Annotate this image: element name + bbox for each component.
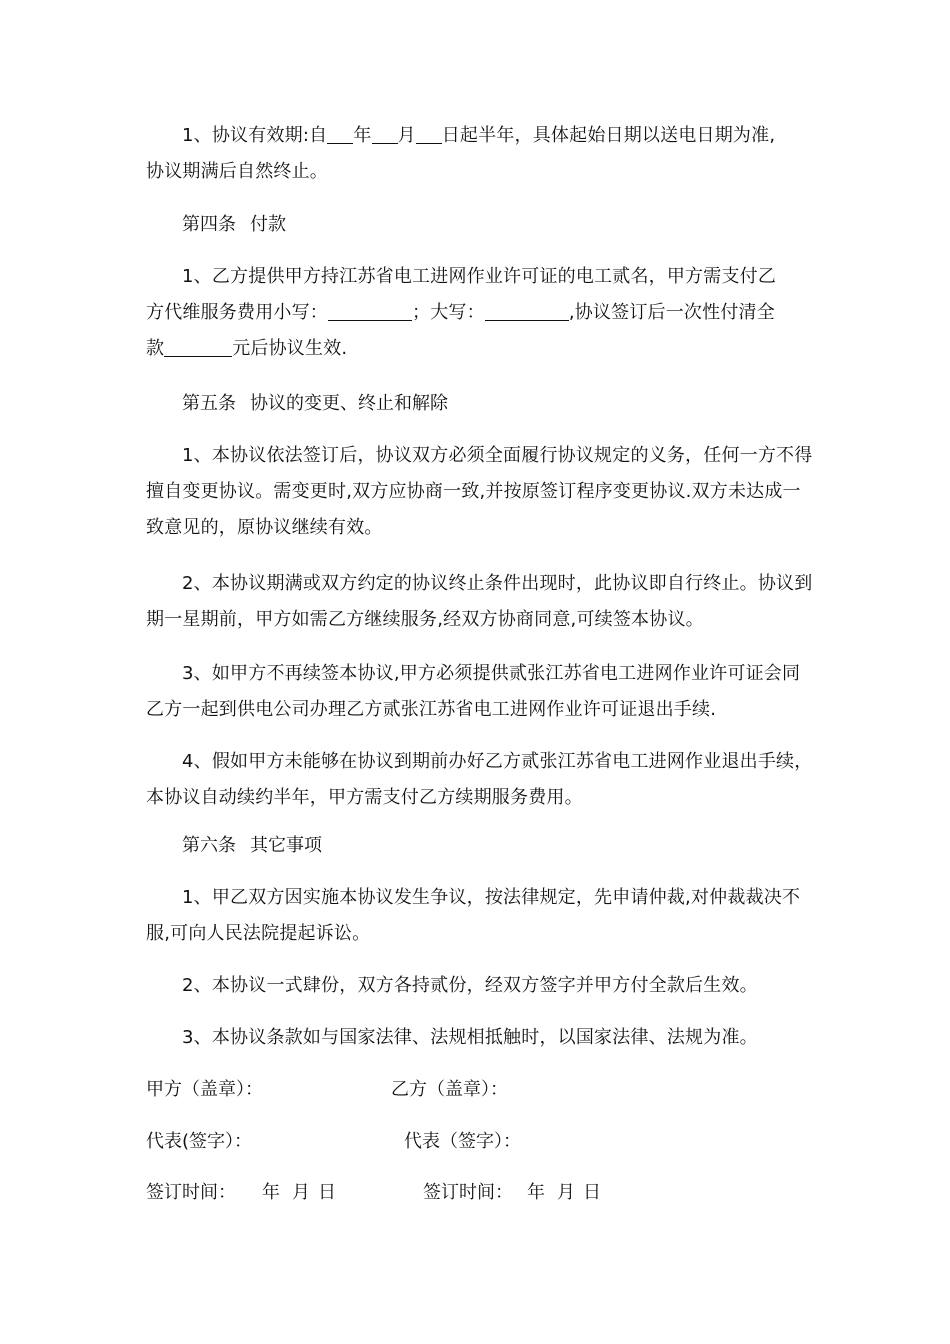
section6-number: 第六条 <box>182 835 236 856</box>
section4-number: 第四条 <box>182 214 236 235</box>
party-a-seal-label: 甲方（盖章）： <box>146 1079 263 1100</box>
party-a-date-row <box>146 1175 336 1211</box>
validity-text-start: 1、协议有效期:自 <box>182 125 328 146</box>
section5-clause1: 1、本协议依法签订后，协议双方必须全面履行协议规定的义务，任何一方不得擅自变更协议。需变更时,双方应协商一致,并按原签订程序变更协议.双方未达成一致意见的，原协议继续有效。 <box>146 445 813 538</box>
party-b-month: 月 <box>557 1182 575 1203</box>
payment-after: ,协议签订后一次性付清全 <box>568 302 775 323</box>
section5-clause4: 4、假如甲方未能够在协议到期前办好乙方贰张江苏省电工进网作业退出手续，本协议自动续约半年，甲方需支付乙方续期服务费用。 <box>146 751 813 808</box>
section6-clause2: 2、本协议一式肆份，双方各持贰份，经双方签字并甲方付全款后生效。 <box>182 975 758 996</box>
party-b-date-row <box>423 1175 601 1211</box>
party-a-rep-label: 代表(签字）： <box>146 1131 253 1152</box>
party-b-date-label: 签订时间： <box>423 1182 513 1203</box>
payment-lower-label: 方代维服务费用小写： <box>146 302 328 323</box>
payment-clause <box>146 259 814 367</box>
section6-clause1: 1、甲乙双方因实施本协议发生争议，按法律规定，先申请仲裁,对仲裁裁决不服,可向人民法院提起诉讼。 <box>146 887 801 944</box>
party-b-day: 日 <box>583 1182 601 1203</box>
party-a-year: 年 <box>262 1182 280 1203</box>
section5-number: 第五条 <box>182 393 236 414</box>
section6-clause3: 3、本协议条款如与国家法律、法规相抵触时，以国家法律、法规为准。 <box>182 1027 758 1048</box>
amount-upper-blank <box>485 302 569 321</box>
amount-full-blank <box>164 338 232 357</box>
section5-clause2: 2、本协议期满或双方约定的协议终止条件出现时，此协议即自行终止。协议到期一星期前，甲方如需乙方继续服务,经双方协商同意,可续签本协议。 <box>146 573 813 630</box>
validity-text-end: 日起半年，具体起始日期以送电日期为准, <box>441 125 776 146</box>
party-a-date-label: 签订时间： <box>146 1182 236 1203</box>
amount-lower-blank <box>328 302 412 321</box>
party-a-day: 日 <box>318 1182 336 1203</box>
payment-upper-label: ；大写： <box>412 302 485 323</box>
section4-title: 付款 <box>250 214 286 235</box>
validity-text-line2: 协议期满后自然终止。 <box>146 161 328 182</box>
party-b-rep-label: 代表（签字）： <box>404 1131 521 1152</box>
validity-month: 月 <box>397 125 416 146</box>
section6-heading <box>182 828 322 864</box>
year-blank <box>327 125 353 144</box>
payment-line1: 1、乙方提供甲方持江苏省电工进网作业许可证的电工贰名，甲方需支付乙 <box>182 266 777 287</box>
month-blank <box>372 125 398 144</box>
section5-title: 协议的变更、终止和解除 <box>250 393 448 414</box>
day-blank <box>416 125 442 144</box>
section4-heading <box>182 207 286 243</box>
party-b-year: 年 <box>527 1182 545 1203</box>
section5-heading <box>182 386 448 422</box>
validity-year: 年 <box>353 125 372 146</box>
validity-clause <box>146 118 814 190</box>
party-a-month: 月 <box>292 1182 310 1203</box>
party-b-seal-label: 乙方（盖章）： <box>391 1079 508 1100</box>
section5-clause3: 3、如甲方不再续签本协议,甲方必须提供贰张江苏省电工进网作业许可证会同乙方一起到供电公司办理乙方贰张江苏省电工进网作业许可证退出手续. <box>146 663 801 720</box>
payment-effective: 元后协议生效. <box>232 338 348 359</box>
payment-full-label: 款 <box>146 338 165 359</box>
section6-title: 其它事项 <box>250 835 322 856</box>
